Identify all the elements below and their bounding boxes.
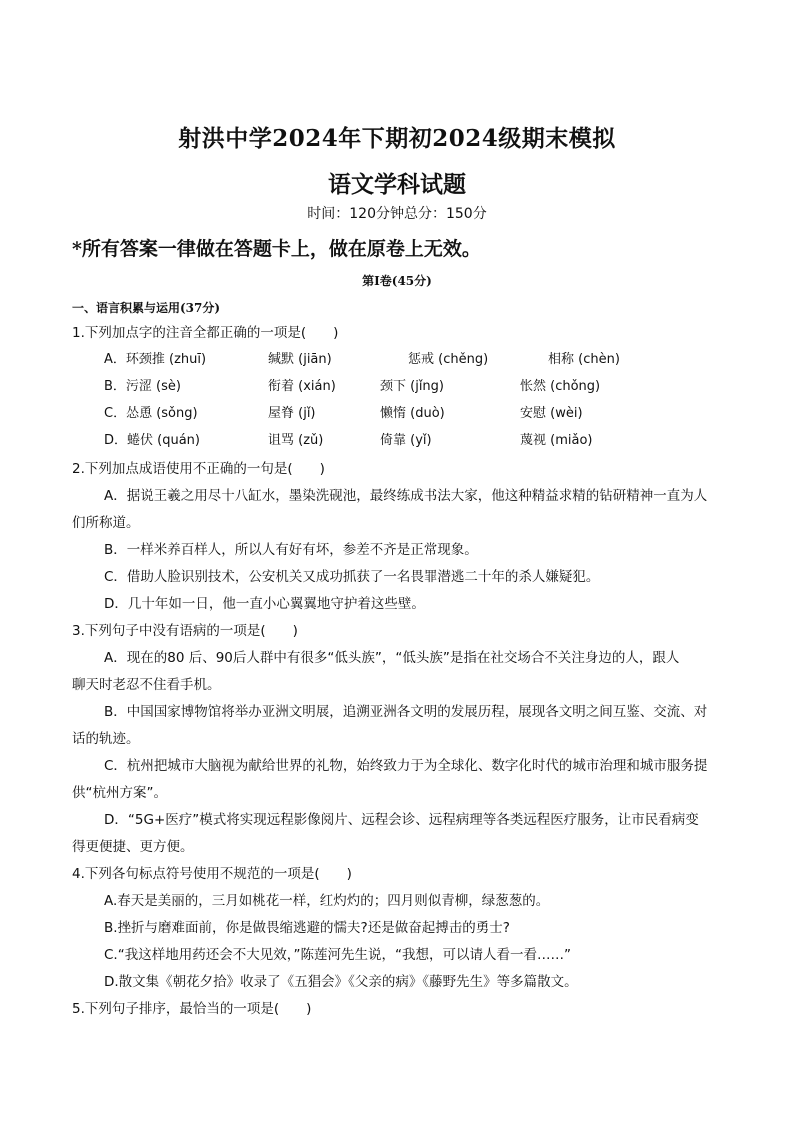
q4-option-b: B.挫折与磨难面前，你是做畏缩逃避的懦夫?还是做奋起搏击的勇士?: [104, 920, 510, 936]
q1-option-b-1: B．污涩 (sè): [104, 379, 181, 394]
q2-option-c: C．借助人脸识别技术，公安机关又成功抓获了一名畏罪潜逃二十年的杀人嫌疑犯。: [104, 569, 600, 585]
exam-subtitle: 语文学科试题: [328, 171, 466, 198]
q1-option-c-2: 屋脊 (jǐ): [268, 406, 316, 421]
q4-option-c: C.“我这样地用药还会不大见效，”陈莲河先生说，“我想，可以请人看一看……”: [104, 947, 571, 963]
q1-option-b-4: 怅然 (chǒng): [520, 379, 601, 394]
q1-option-d-1: D．蜷伏 (quán): [104, 433, 200, 448]
q1-option-c-1: C．怂恿 (sǒng): [104, 406, 198, 421]
exam-meta: 时间：120分钟总分：150分: [307, 206, 487, 222]
q3-option-b: B．中国国家博物馆将举办亚洲文明展，追溯亚洲各文明的发展历程，展现各文明之间互鉴、交流、对: [104, 704, 708, 720]
q1-option-a-1: A．环颈推 (zhuī): [104, 352, 207, 367]
question-2-stem: 2.下列加点成语使用不正确的一句是( ): [72, 461, 325, 477]
question-4-stem: 4.下列各句标点符号使用不规范的一项是( ): [72, 866, 352, 882]
part-title: 一、语言积累与运用(37分): [72, 301, 221, 315]
q1-option-b-2: 衔着 (xián): [268, 379, 336, 394]
q3-option-b-cont: 话的轨迹。: [72, 731, 140, 747]
q1-option-c-4: 安慰 (wèi): [520, 406, 583, 421]
q1-option-d-3: 倚靠 (yǐ): [380, 433, 432, 448]
q1-option-d-4: 蔑视 (miǎo): [520, 433, 593, 448]
question-1-stem: 1.下列加点字的注音全都正确的一项是( ): [72, 325, 339, 341]
q1-option-b-3: 颈下 (jǐng): [380, 379, 444, 394]
answer-notice: *所有答案一律做在答题卡上，做在原卷上无效。: [72, 238, 481, 260]
exam-title: 射洪中学2024年下期初2024级期末模拟: [178, 125, 616, 152]
q2-option-d: D．几十年如一日，他一直小心翼翼地守护着这些壁。: [104, 596, 425, 612]
q3-option-d: D．“5G+医疗”模式将实现远程影像阅片、远程会诊、远程病理等各类远程医疗服务，让市民看病变: [104, 812, 699, 828]
q2-option-a-cont: 们所称道。: [72, 515, 140, 531]
section-title: 第Ⅰ卷(45分): [362, 274, 432, 288]
q4-option-d: D.散文集《朝花夕拾》收录了《五猖会》《父亲的病》《藤野先生》等多篇散文。: [104, 974, 578, 990]
q1-option-a-2: 缄默 (jiān): [268, 352, 332, 367]
q4-option-a: A.春天是美丽的，三月如桃花一样，红灼灼的；四月则似青柳，绿葱葱的。: [104, 893, 550, 909]
q3-option-a-cont: 聊天时老忍不住看手机。: [72, 677, 221, 693]
q2-option-a: A．据说王羲之用尽十八缸水，墨染洗砚池，最终练成书法大家，他这种精益求精的钻研精神一直为人: [104, 488, 708, 504]
q3-option-c-cont: 供“杭州方案”。: [72, 785, 167, 801]
q1-option-d-2: 诅骂 (zǔ): [268, 433, 324, 448]
question-3-stem: 3.下列句子中没有语病的一项是( ): [72, 623, 298, 639]
q1-option-c-3: 懒惰 (duò): [380, 406, 445, 421]
q3-option-d-cont: 得更便捷、更方便。: [72, 839, 194, 855]
q2-option-b: B．一样米养百样人，所以人有好有坏，参差不齐是正常现象。: [104, 542, 478, 558]
q1-option-a-4: 相称 (chèn): [548, 352, 620, 367]
q3-option-a: A．现在的80 后、90后人群中有很多“低头族”，“低头族”是指在社交场合不关注身边的人，跟人: [104, 650, 680, 666]
q1-option-a-3: 惩戒 (chěng): [408, 352, 489, 367]
q3-option-c: C．杭州把城市大脑视为献给世界的礼物，始终致力于为全球化、数字化时代的城市治理和城市服务提: [104, 758, 708, 774]
question-5-stem: 5.下列句子排序，最恰当的一项是( ): [72, 1001, 312, 1017]
